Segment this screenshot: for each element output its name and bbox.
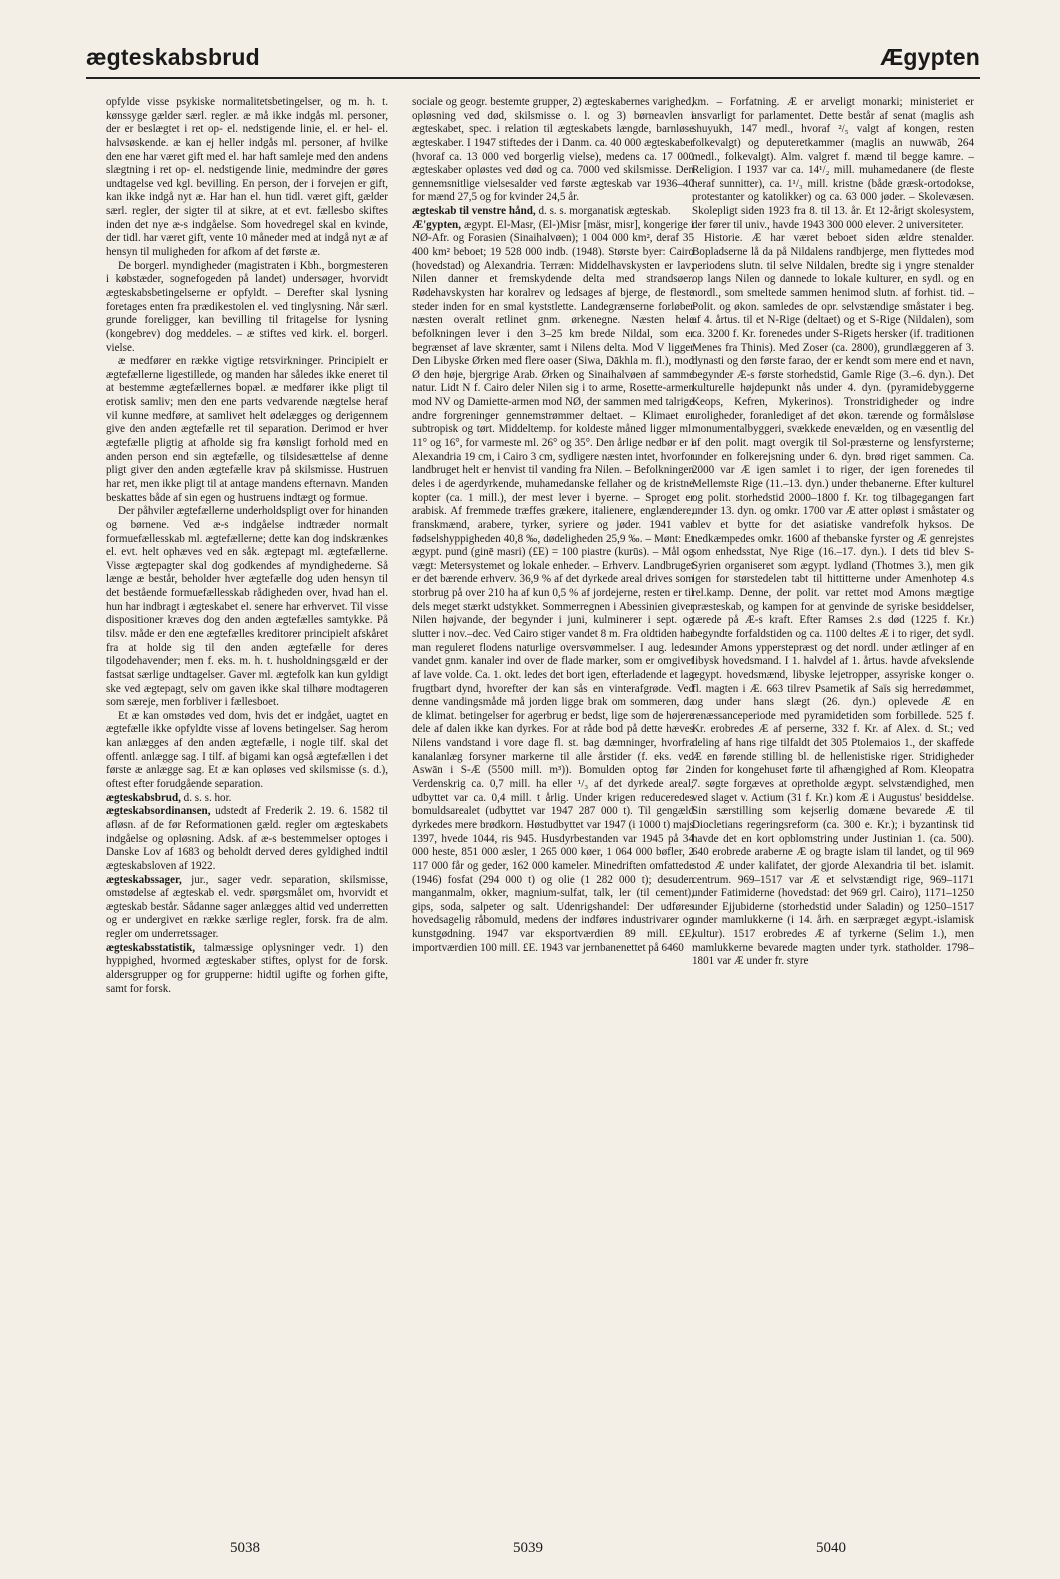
dictionary-entry: ægteskabssager, jur., sager vedr. separation, skilsmisse, omstødelse af ægteskab el. vedr. spørgsmålet om, hvorvidt et ægteskab består. Sådanne sager anlægges altid ved underretten og er undergivet en række særlige regler, forsk. fra de alm. regler om underretssager. xyxy=(106,873,388,941)
text-columns xyxy=(92,96,980,1526)
entry-headword: Æ'gypten, xyxy=(412,218,462,231)
column-2 xyxy=(412,96,694,1526)
dictionary-entry: ægteskabsordinansen, udstedt af Frederik 2. 19. 6. 1582 til afløsn. af de før Reformationen gæld. regler om ægteskabets indgåelse og opløsning. Adsk. af æ-s bestemmelser optoges i Danske Lov af 1683 og beholdt derved deres gyldighed indtil ægteskabsloven af 1922. xyxy=(106,805,388,872)
left-headword: ægteskabsbrud xyxy=(86,44,260,70)
paragraph: sociale og geogr. bestemte grupper, 2) ægteskabernes varighed, opløsning ved død, skilsmisse o. l. og 3) børneavlen i ægteskabet, spec. i relation til ægteskabets længde, barnløse ægteskaber. I 1947 stiftedes der i Danm. ca. 40 000 ægteskaber (hvoraf ca. 13 000 ved borgerlig vielse), medens ca. 17 000 ægteskaber opløstes ved død og ca. 7000 ved skilsmisse. Den gennemsnitlige vielsesalder ved første ægteskab var 1936–40 for mænd 27,5 og for kvinder 24,5 år. xyxy=(412,96,694,204)
page-numbers xyxy=(86,1540,980,1564)
paragraph: Der påhviler ægtefællerne underholdspligt over for hinanden og børnene. Ved æ-s indgåelse indtræder normalt formuefællesskab ml. ægtefællerne; dette kan dog indskrænkes el. evt. helt ophæves ved en såk. ægtepagt ml. ægtefællerne. Visse ægtepagter skal dog godkendes af myndighederne. Så længe æ består, beholder hver ægtefælle dog uden hensyn til det bestående formuefællesskab rådigheden over, hvad han el. hun har indbragt i ægteskabet el. senere har erhvervet. Til visse dispositioner kræves dog den anden ægtefælles samtykke. På tilsv. måde er den ene ægtefælles kreditorer principielt afskåret fra at holde sig til den anden ægtefælle for deres tilgodehavender; men f. eks. m. h. t. husholdningsgæld er der fastsat særlige undtagelser. Gaver ml. ægtefolk kan kun gyldigt ske ved ægtepagt, selv om gaven ikke skal tilhøre modtageren som særeje, men forbliver i fællesboet. xyxy=(106,505,388,709)
page-number-right: 5040 xyxy=(816,1540,846,1556)
entry-headword: ægteskabssager, xyxy=(106,873,182,886)
paragraph: km. – Forfatning. Æ er arveligt monarki; ministeriet er ansvarligt for parlamentet. Dette består af senat (maglis ash shuyukh, 147 medl., hvoraf ²/₅ valgt af kongen, resten folkevalgt) og deputeretkammer (maglis an nuwwāb, 264 medl., folkevalgt). Alm. valgret f. mænd til begge kamre. – Religion. I 1937 var ca. 14¹/₂ mill. muhamedanere (de fleste heraf sunnitter), ca. 1¹/₃ mill. kristne (både græsk-ortodokse, protestanter og katolikker) og ca. 63 000 jøder. – Skolevæsen. Skolepligt siden 1923 fra 8. til 13. år. Et 12-årigt skolesystem, der fører til univ., havde 1943 300 000 elever. 2 universiteter. xyxy=(692,96,974,231)
entry-headword: ægteskabsordinansen, xyxy=(106,805,211,818)
paragraph: æ medfører en række vigtige retsvirkninger. Principielt er ægtefællerne ligestillede, og manden har således ikke eneret til at bestemme ægtefællernes bopæl. æ medfører ikke pligt til erotisk samliv; men den ene parts vedvarende nægtelse heraf vil kunne medføre, at samlivet helt ødelægges og derigennem give den anden ægtefælle ret til separation. Derimod er hver ægtefælle pligtig at afholde sig fra kønsligt forhold med en anden person end sin ægtefælle, og tilsidesættelse af denne pligt giver den anden ægtefælle krav på skilsmisse. Hustruen har ret, men ikke pligt til at antage mandens efternavn. Manden beskattes både af sin egen og hustruens indtægt og formue. xyxy=(106,355,388,504)
column-1 xyxy=(106,96,388,1526)
paragraph: Et æ kan omstødes ved dom, hvis det er indgået, uagtet en ægtefælle ikke opfyldte visse af lovens betingelser. Sag herom kan anlægges af den anden ægtefælle, i nogle tilf. skal det offentl. anlægge sag. I tilf. af bigami kan også ægtefællen i det første æ anlægge sag. Et æ kan opløses ved skilsmisse (s. d.), oftest efter forudgående separation. xyxy=(106,709,388,791)
page-number-middle: 5039 xyxy=(513,1540,543,1556)
header-rule xyxy=(86,77,980,79)
entry-headword: ægteskabsbrud, xyxy=(106,791,181,804)
page-number-left: 5038 xyxy=(230,1540,260,1556)
dictionary-entry: ægteskabsstatistik, talmæssige oplysninger vedr. 1) den hyppighed, hvormed ægteskaber stiftes, oplyst for de forsk. aldersgrupper og for grupperne: hidtil ugifte og forhen gifte, samt for forsk. xyxy=(106,941,388,995)
entry-headword: ægteskab til venstre hånd, xyxy=(412,205,536,218)
dictionary-entry: Æ'gypten, ægypt. El-Masr, (El-)Misr [mäsr, misr], kongerige i NØ-Afr. og Forasien (Sinaihalvøen); 1 004 000 km², deraf 35 400 km² beboet; 19 528 000 indb. (1948). Største byer: Cairo (hovedstad) og Alexandria. Terræn: Middelhavskysten er lav; Nilen danner et fremskydende delta med strandsøer. Rødehavskysten har koralrev og ledsages af bjerge, de fleste steder inden for en smal kyststlette. Landegrænserne forløber næsten overalt retlinet gnm. ørkenegne. Næsten hele befolkningen lever i den 3–25 km brede Nildal, som er begrænset af lave skrænter, samt i Nilens delta. Mod V ligger Den Libyske Ørken med flere oaser (Siwa, Dākhla m. fl.), mod Ø den høje, bjergrige Arab. Ørken og Sinaihalvøen af samme natur. Lidt N f. Cairo deler Nilen sig i to arme, Rosette-armen mod NV og Damiette-armen mod NØ, der sammen med talrige andre forgreninger gennemstrømmer deltaet. – Klimaet er subtropisk og tørt. Middeltemp. for koldeste måned ligger ml. 11° og 16°, for varmeste ml. 26° og 35°. Den årlige nedbør er i Alexandria 19 cm, i Cairo 3 cm, sydligere næsten intet, hvorfor landbruget helt er henvist til vanding fra Nilen. – Befolkningen deles i de agerdyrkende, muhamedanske fellaher og de kristne kopter (ca. 1 mill.), der mest lever i byerne. – Sproget er arabisk. Af fremmede træffes grækere, italienere, englændere, franskmænd, arabere, tyrker, syriere og jøder. 1941 var fødselshyppigheden 40,8 ‰, dødeligheden 25,9 ‰. – Mønt: Et ægypt. pund (ginē masri) (£E) = 100 piastre (kurūs). – Mål og vægt: Metersystemet og lokale enheder. – Erhverv. Landbruget er det bærende erhverv. 36,9 % af det dyrkede areal drives som storbrug på over 210 ha af kun 0,5 % af jordejerne, resten er til dels meget stærkt udstykket. Sommerregnen i Abessinien giver Nilen højvande, der begynder i juni, kulminerer i sept. og slutter i nov.–dec. Ved Cairo stiger vandet 8 m. Fra oldtiden har man reguleret flodens naturlige oversvømmelser. I aug. ledes vandet gnm. kanaler ind over de flade marker, som er omgivet af lave volde. Ca. 1. okt. ledes det bort igen, efterladende et lag frugtbart dynd, hvorefter der kan sås en vinterafgrøde. Ved denne vandingsmåde må jorden ligge brak om sommeren, da de klimat. betingelser for agerbrug er bedst, lige som de højere dele af dalen ikke kan dyrkes. For at råde bod på dette hæves Nilens vandstand i vore dage fl. st. bag dæmninger, hvorfra kanalanlæg forsyner markerne til alle årstider (f. eks. ved Aswān i S-Æ (5500 mill. m³)). Bomulden optog før 2. Verdenskrig ca. 0,7 mill. ha eller ¹/₃ af det dyrkede areal; udbyttet var ca. 0,4 mill. t årlig. Under krigen reduceredes bomuldsarealet (udbyttet var 1947 287 000 t). Til gengæld dyrkedes mere brødkorn. Høstudbyttet var 1947 (i 1000 t) majs 1397, hvede 1044, ris 945. Husdyrbestanden var 1945 på 34 000 heste, 851 000 æsler, 1 265 000 køer, 1 064 000 bøfler, 2 117 000 får og geder, 162 000 kameler. Minedriften omfattede (1946) fosfat (294 000 t) og olie (1 282 000 t); desuden manganmalm, okker, magnium-sulfat, talk, ler (til cement), gips, soda, salpeter og salt. Udenrigshandel: Der udføres hovedsagelig råbomuld, medens der indføres industrivarer og kunstgødning. 1947 var eksportværdien 89 mill. £E, importværdien 100 mill. £E. 1943 var jernbanenettet på 6460 xyxy=(412,218,694,954)
column-3 xyxy=(692,96,974,1526)
paragraph: De borgerl. myndigheder (magistraten i Kbh., borgmesteren i købstæder, sognefogeden på landet) undersøger, hvorvidt ægteskabsbetingelserne er opfyldt. – Derefter skal lysning foretages enten fra prædikestolen el. ved tinglysning. Når særl. grunde foreligger, kan bevilling til fritagelse for lysning (kongebrev) dog meddeles. – æ stiftes ved kirk. el. borgerl. vielse. xyxy=(106,259,388,354)
dictionary-entry: ægteskab til venstre hånd, d. s. s. morganatisk ægteskab. xyxy=(412,205,671,218)
paragraph: Historie. Æ har været beboet siden ældre stenalder. Bopladserne lå da på Nildalens randbjerge, men flyttedes mod periodens slutn. til selve Nildalen, bredte sig i yngre stenalder op langs Nilen og dannede to lokale kulturer, en sydl. og en nordl., som smeltede sammen henimod slutn. af forhist. tid. – Polit. og økon. samledes de opr. selvstændige småstater i beg. af 4. årtus. til et N-Rige (deltaet) og et S-Rige (Nildalen), som ca. 3200 f. Kr. forenedes under S-Rigets hersker (if. traditionen Menes fra Thinis). Med Zoser (ca. 2800), grundlæggeren af 3. dynasti og den første farao, der er kendt som mere end et navn, begynder Æ-s første storhedstid, Gamle Rige (3.–6. dyn.). Det kulturelle højdepunkt nås under 4. dyn. (pyramidebyggerne Keops, Kefren, Mykerinos). Tronstridigheder og indre uroligheder, foranlediget af det økon. tærende og formålsløse monumentalbyggeri, svækkede enevælden, og en væsentlig del af den polit. magt overgik til Sol-præsterne og lensfyrsterne; under en folkerejsning under 6. dyn. brød riget sammen. Ca. 2000 var Æ igen samlet i to riger, der igen forenedes til Mellemste Rige (11.–13. dyn.) under thebanerne. Efter kulturel og polit. storhedstid 2000–1800 f. Kr. tog tilbagegangen fart under 13. dyn. og omkr. 1700 var Æ atter opløst i småstater og blev et bytte for det asiatiske vandrefolk hyksos. De nedkæmpedes omkr. 1600 af thebanske fyrster og Æ genrejstes som enhedsstat, Nye Rige (16.–17. dyn.). I dets tid blev S-Syrien organiseret som ægypt. lydland (Thotmes 3.), men gik igen for størstedelen tabt til hittitterne under Amenhotep 4.s rel.kamp. Denne, der polit. var rettet mod Amons mægtige præsteskab, og kampen for at genvinde de syriske besiddelser, tærede på Æ-s kraft. Efter Ramses 2.s død (1225 f. Kr.) begyndte forfaldstiden og ca. 1100 deltes Æ i to riger, det sydl. under Amons ypperstepræst og det nordl. under ætlinger af en libysk hovedsmand. I 1. halvdel af 1. årtus. havde afvekslende ægypt. hovedsmænd, libyske lejetropper, assyriske konger o. fl. magten i Æ. 663 tilrev Psametik af Saïs sig herredømmet, og under hans slægt (26. dyn.) oplevede Æ en renæssanceperiode med pyramidetiden som forbillede. 525 f. Kr. erobredes Æ af perserne, 332 f. Kr. af Alex. d. St.; ved deling af hans rige tilfaldt det 305 Ptolemaios 1., der skaffede Æ en førende stilling bl. de hellenistiske riger. Stridigheder inden for kongehuset førte til afhængighed af Rom. Kleopatra 7. søgte forgæves at opretholde ægypt. selvstændighed, men ved slaget v. Actium (31 f. Kr.) kom Æ i Augustus' besiddelse. Sin særstilling som kejserlig domæne bevarede Æ til Diocletians regeringsreform (ca. 300 e. Kr.); i byzantinsk tid havde det en kort opblomstring under Justinian 1. (ca. 500). 640 erobrede araberne Æ og bragte islam til landet, og til 969 stod Æ under kalifatet, der gjorde Alexandria til bet. islamit. centrum. 969–1517 var Æ et selvstændigt rige, 969–1171 under Fatimiderne (hovedstad: det 969 grl. Cairo), 1171–1250 under Ejjubiderne (storhedstid under Saladin) og 1250–1517 under mamlukkerne (i 14. årh. en særpræget ægypt.-islamisk kultur). 1517 erobredes Æ af tyrkerne (Selim 1.), men mamlukkerne bevarede magten under tyrk. statholder. 1798–1801 var Æ under fr. styre xyxy=(692,232,974,968)
paragraph: opfylde visse psykiske normalitetsbetingelser, og m. h. t. kønssyge gælder særl. regler. æ må ikke indgås ml. personer, der er beslægtet i ret op- el. nedstigende linie, el. er hel- el. halvsøskende. æ kan ej heller indgås ml. personer, af hvilke den ene har været gift med el. har haft samleje med den andens slægtning i ret op- el. nedstigende linie, medmindre der gøres undtagelse ved kgl. bevilling. En person, der i forvejen er gift, kan ikke indgå nyt æ. Har han el. hun tidl. været gift, gælder særl. regler, der sigter til at sikre, at et evt. fællesbo skiftes inden det nye æ-s indgåelse. Som hovedregel skal en kvinde, der tidl. har været gift, vente 10 måneder med at indgå nyt æ af hensyn til muligheden for afkom af det første æ. xyxy=(106,96,388,259)
dictionary-entry: ægteskabsbrud, d. s. s. hor. xyxy=(106,791,232,804)
entry-headword: ægteskabsstatistik, xyxy=(106,941,196,954)
right-headword: Ægypten xyxy=(880,44,980,70)
